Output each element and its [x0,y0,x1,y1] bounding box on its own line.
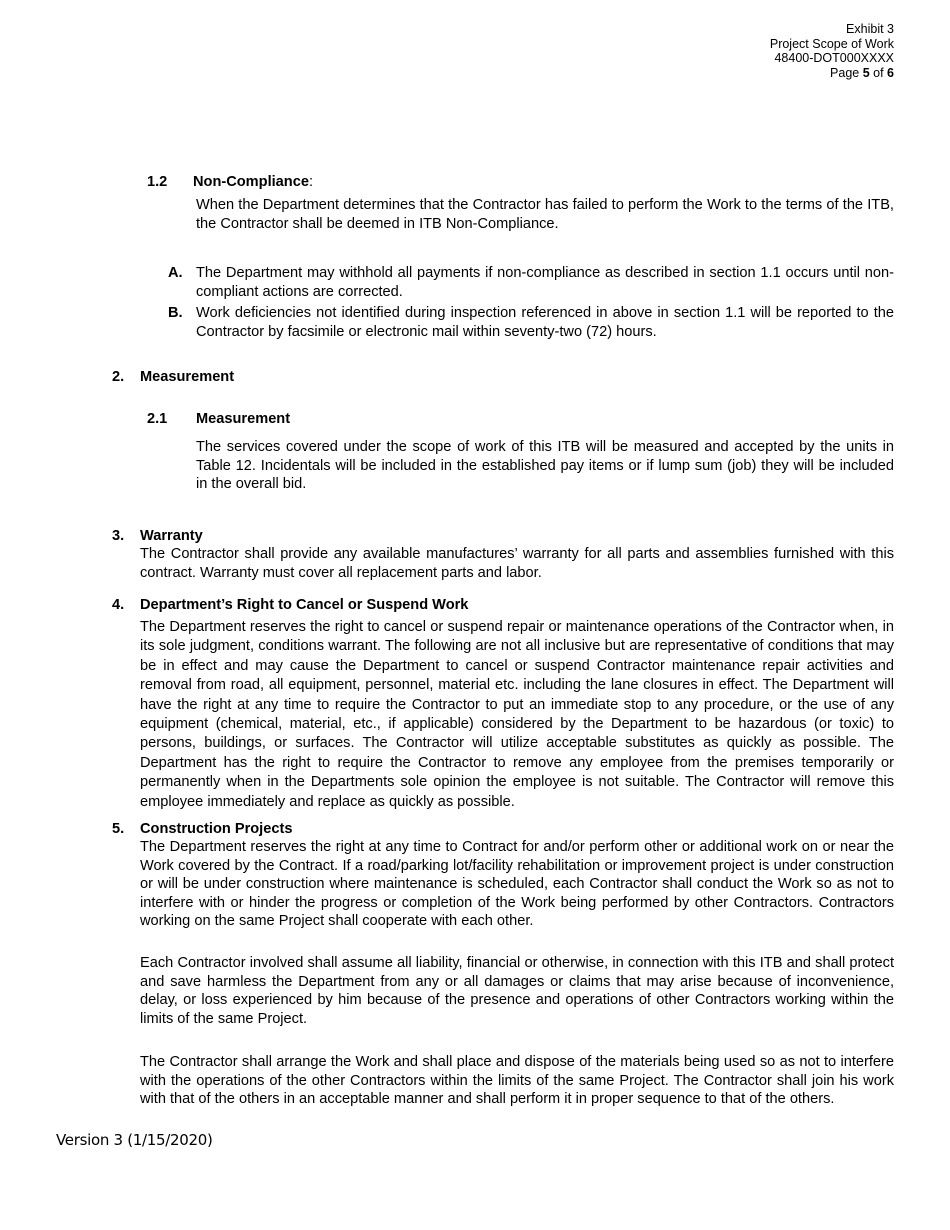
section-5-paragraph-3: The Contractor shall arrange the Work and shall place and dispose of the materials being used so as not to interfere with the operations of the other Contractors within the limits of the same Project. The Contractor shall join his work with that of the others in an acceptable manner and shall perform it in proper sequence to that of the others. [140,1054,894,1108]
section-5-number: 5. [112,821,125,837]
section-2-1-heading: Measurement [196,411,291,427]
section-2-1-body: The services covered under the scope of work of this ITB will be measured and accepted by the units in Table 12. Incidentals will be included in the established pay items or if lump sum (job) they will be included in the overall bid. [196,439,894,493]
section-3-number: 3. [112,528,125,544]
section-3-heading: Warranty [140,528,203,544]
section-1-2-title: Non-Compliance [193,174,309,190]
section-5-paragraph-1: The Department reserves the right at any time to Contract for and/or perform other or additional work on or near the Work covered by the Contract. If a road/parking lot/facility rehabilitation or improvement project is under construction or will be under construction where maintenance is scheduled, each Contractor shall conduct the Work so as not to interfere with or hinder the progress or completion of the Work being performed by other Contractors. Contractors working on the same Project shall cooperate with each other. [140,839,894,930]
page-of: of [869,65,888,80]
section-5-paragraph-2: Each Contractor involved shall assume all liability, financial or otherwise, in connection with this ITB and shall protect and save harmless the Department from any or all damages or claims that may arise because of inconvenience, delay, or loss experienced by him because of the presence and operations of other Contractors working within the limits of the same Project. [140,955,894,1027]
version-footer: Version 3 (1/15/2020) [56,1131,213,1149]
section-2-1-number: 2.1 [147,411,168,427]
exhibit-label: Exhibit 3 [846,22,894,36]
document-number: 48400-DOT000XXXX [774,51,894,66]
page-header [770,22,894,80]
page-current: 5 [862,65,870,80]
section-1-2-colon: : [308,174,314,190]
section-2-heading: Measurement [140,369,235,385]
section-3-body: The Contractor shall provide any available manufactures’ warranty for all parts and assemblies furnished with this contract. Warranty must cover all replacement parts and labor. [140,546,894,581]
list-item-b: Work deficiencies not identified during inspection referenced in above in section 1.1 will be reported to the Contractor by facsimile or electronic mail within seventy-two (72) hours. [196,305,894,340]
list-marker-a: A. [168,265,183,281]
document-title: Project Scope of Work [769,36,894,51]
section-1-2-number: 1.2 [147,174,168,190]
section-4-body: The Department reserves the right to cancel or suspend repair or maintenance operations of the Contractor when, in its sole judgment, conditions warrant. The following are not all inclusive but are representative of conditions that may be in effect and may cause the Department to cancel or suspend Contractor maintenance repair activities and removal from road, all equipment, personnel, material etc. including the lane closures in effect. The Department will have the right at any time to require the Contractor to put an immediate stop to any procedure, or the use of any equipment (chemical, material, etc., if applicable) considered by the Department to be hazardous (or toxic) to persons, buildings, or surfaces. The Contractor will utilize acceptable substitutes as quickly as possible. The Department has the right to require the Contractor to remove any employee from the premises temporarily or permanently when in the Departments sole opinion the employee is not suitable. The Contractor will remove this employee immediately and replace as quickly as possible. [140,619,894,810]
section-4-heading: Department’s Right to Cancel or Suspend Work [140,597,469,613]
section-1-2-body: When the Department determines that the Contractor has failed to perform the Work to the terms of the ITB, the Contractor shall be deemed in ITB Non-Compliance. [196,197,894,232]
page-total: 6 [887,65,894,80]
list-item-a: The Department may withhold all payments if non-compliance as described in section 1.1 occurs until non-compliant actions are corrected. [196,265,894,300]
page-prefix: Page [830,65,863,80]
section-4-number: 4. [112,597,125,613]
list-marker-b: B. [168,305,183,321]
section-1-2-heading [193,173,313,192]
section-2-number: 2. [112,369,125,385]
page-indicator [770,66,894,81]
section-5-heading: Construction Projects [140,821,293,837]
